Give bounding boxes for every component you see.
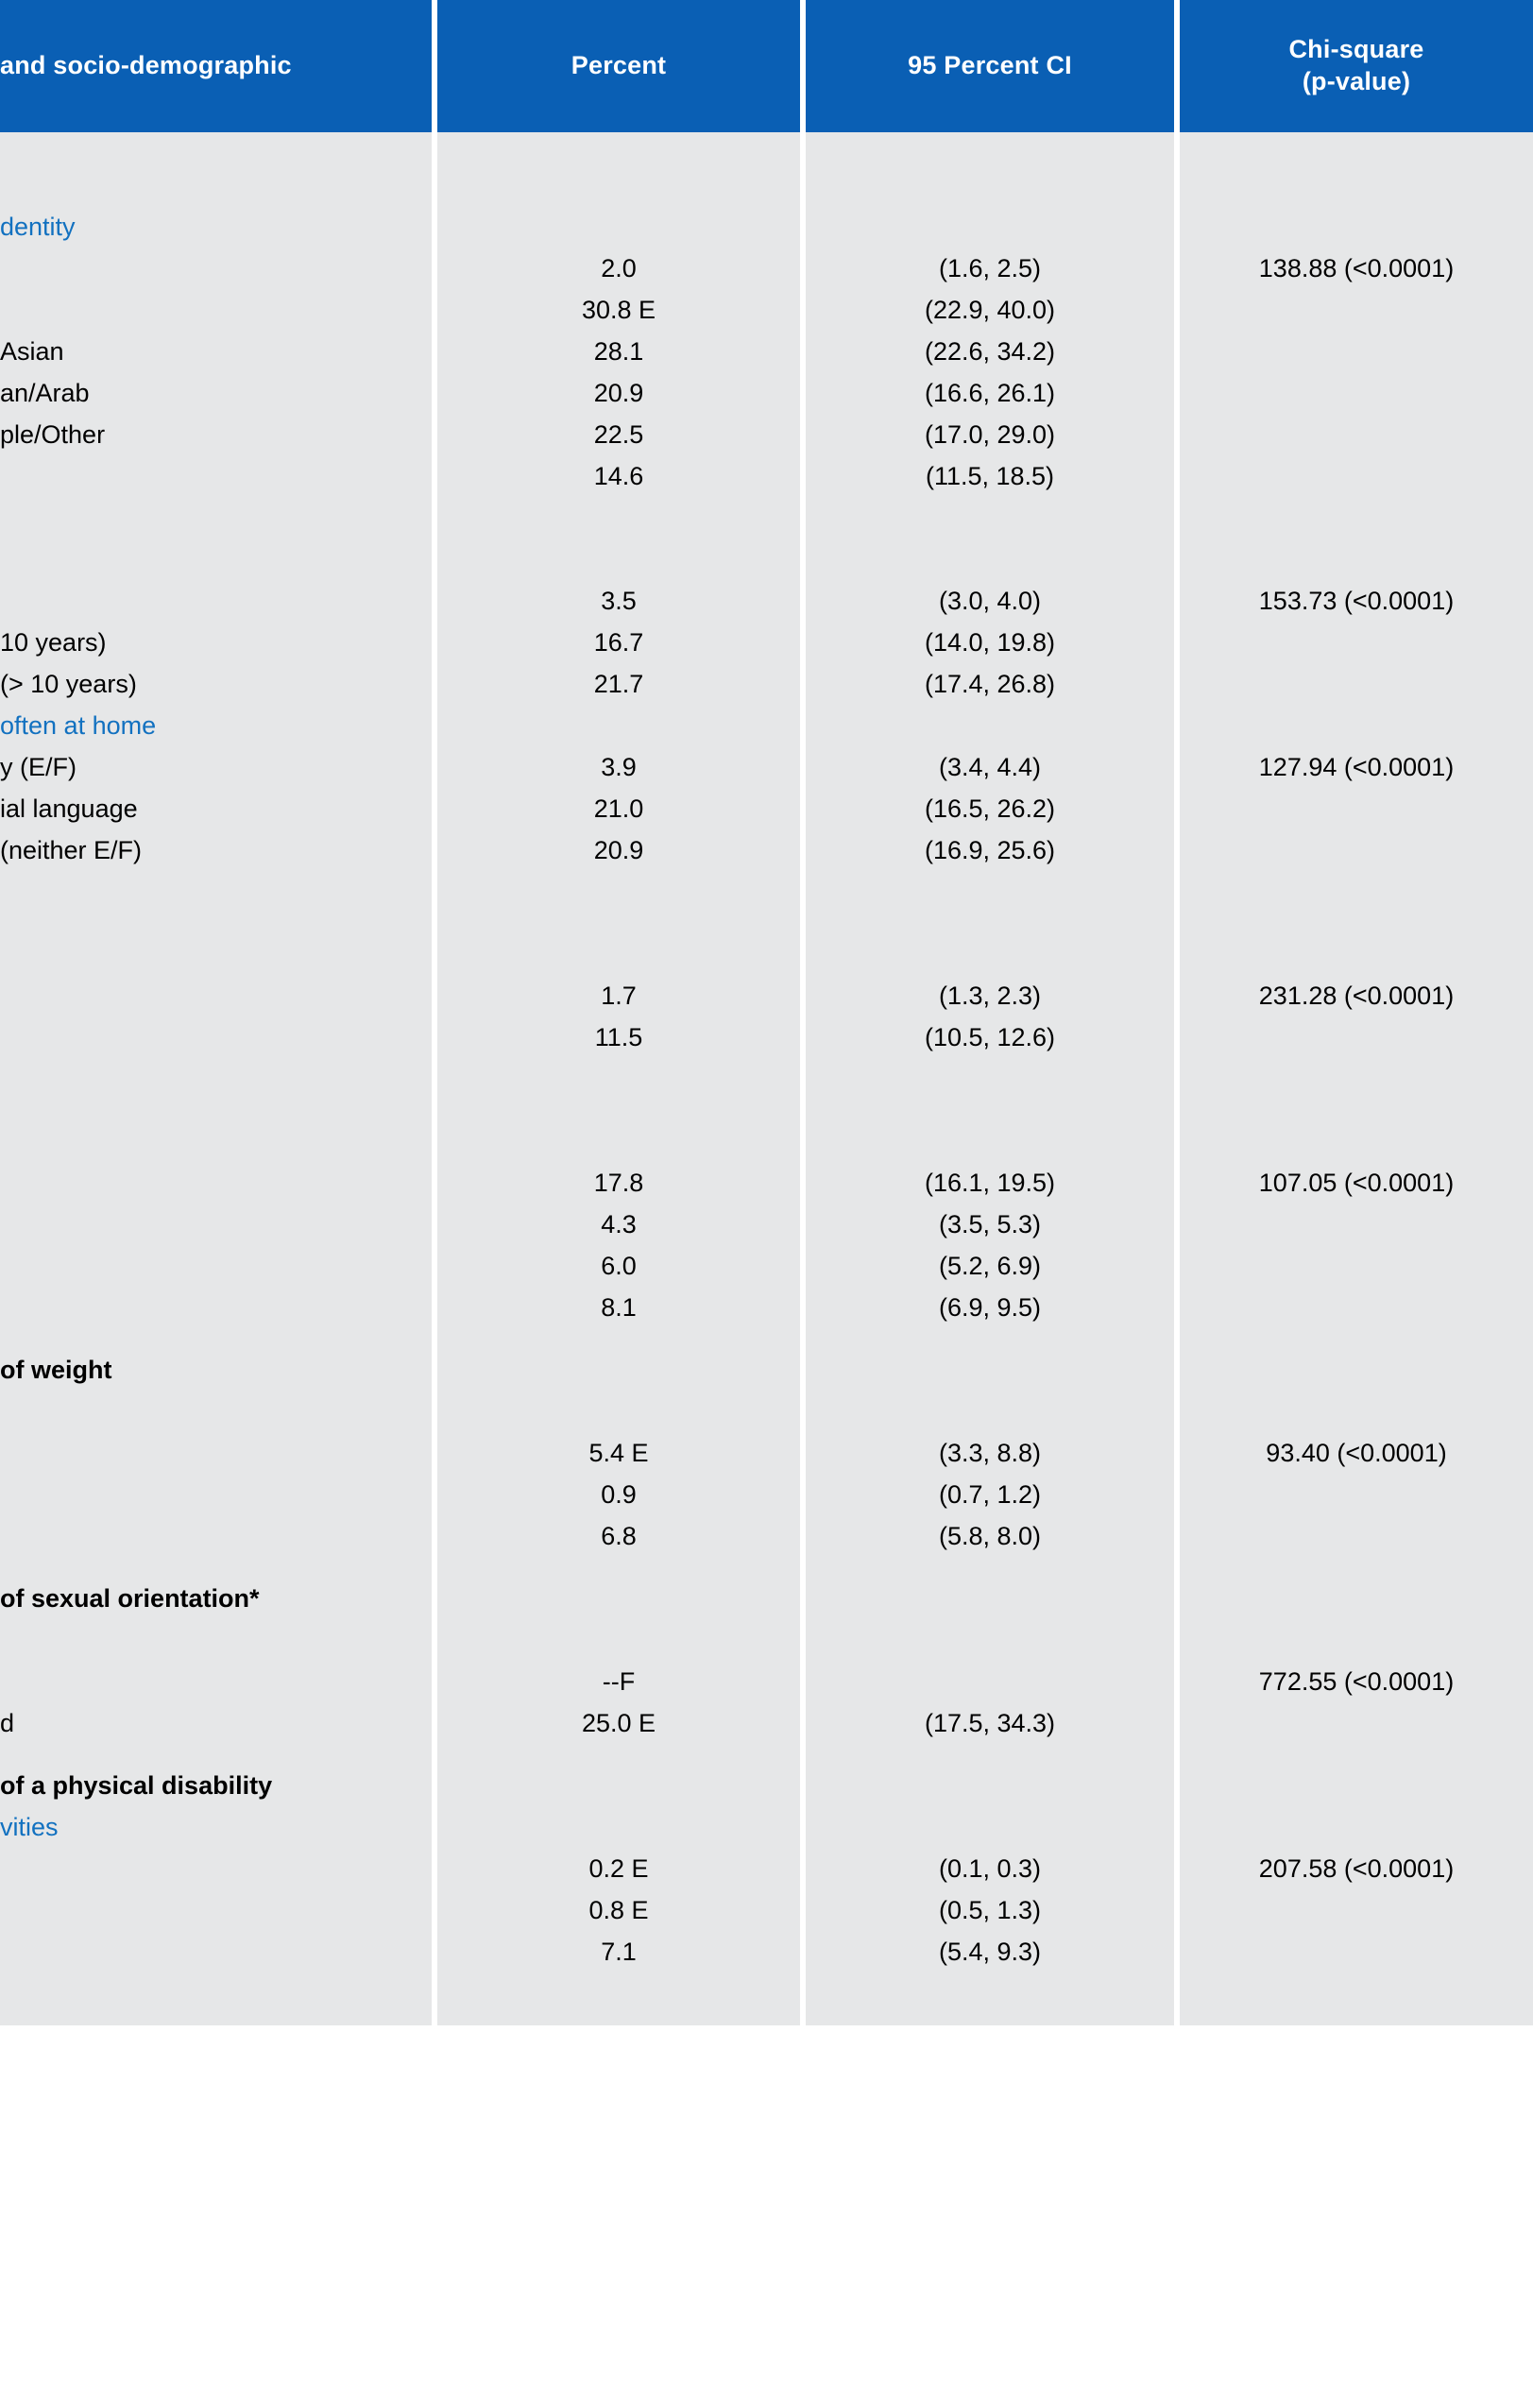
chisquare-value: 153.73 (<0.0001) — [1258, 587, 1455, 615]
percent-cell — [434, 1328, 803, 1557]
chisquare-cell — [1177, 1557, 1533, 1744]
chisquare-cell — [1177, 871, 1533, 1058]
row-label — [0, 1432, 422, 1474]
row-label — [0, 1245, 422, 1287]
header-spacer-row — [0, 132, 1533, 185]
table-row — [0, 705, 1533, 871]
spacer-cell — [434, 1973, 803, 2025]
ci-value: (5.8, 8.0) — [938, 1522, 1042, 1550]
percent-value: 0.8 E — [588, 1896, 649, 1924]
chisquare-value: 772.55 (<0.0001) — [1258, 1667, 1455, 1696]
spacer-cell — [434, 132, 803, 185]
ci-value: (16.9, 25.6) — [924, 836, 1056, 864]
ci-cell — [803, 705, 1177, 871]
percent-value: 7.1 — [601, 1938, 637, 1966]
ci-value — [815, 1661, 1165, 1702]
header-label-column: and socio-demographic — [0, 0, 434, 132]
ci-value: (6.9, 9.5) — [938, 1293, 1042, 1322]
row-label: (neither E/F) — [0, 836, 143, 864]
ci-value: (11.5, 18.5) — [925, 462, 1055, 490]
group-label: dentity — [0, 213, 76, 241]
ci-cell — [803, 1557, 1177, 1744]
table-row — [0, 1328, 1533, 1557]
ci-value: (16.5, 26.2) — [924, 794, 1056, 823]
spacer-cell — [1177, 132, 1533, 185]
row-label: y (E/F) — [0, 753, 77, 781]
chisquare-value: 127.94 (<0.0001) — [1258, 753, 1455, 781]
ci-cell — [803, 1744, 1177, 1973]
percent-cell — [434, 497, 803, 705]
group-label: of sexual orientation* — [0, 1584, 260, 1613]
percent-cell — [434, 1744, 803, 1973]
percent-value: 6.8 — [601, 1522, 637, 1550]
group-label-cell — [0, 185, 434, 497]
ci-value: (0.1, 0.3) — [938, 1854, 1042, 1883]
chisquare-value: 231.28 (<0.0001) — [1258, 982, 1455, 1010]
chisquare-value: 138.88 (<0.0001) — [1258, 254, 1455, 282]
ci-value: (3.4, 4.4) — [938, 753, 1042, 781]
ci-value: (5.2, 6.9) — [938, 1252, 1042, 1280]
group-label-cell — [0, 1744, 434, 1973]
row-label: ple/Other — [0, 420, 106, 449]
ci-value: (5.4, 9.3) — [938, 1938, 1042, 1966]
chisquare-value: 93.40 (<0.0001) — [1266, 1439, 1447, 1467]
row-label — [0, 1287, 422, 1328]
percent-value: 25.0 E — [581, 1709, 656, 1737]
percent-value: --F — [602, 1667, 636, 1696]
group-label-cell — [0, 497, 434, 705]
percent-value: 3.9 — [601, 753, 637, 781]
percent-value: 30.8 E — [581, 296, 656, 324]
percent-value: 5.4 E — [588, 1439, 649, 1467]
table-row — [0, 497, 1533, 705]
row-label — [0, 1661, 422, 1702]
ci-value: (0.7, 1.2) — [938, 1480, 1042, 1509]
table-row — [0, 871, 1533, 1058]
header-chisquare — [1177, 0, 1533, 132]
group-label: of a physical disability — [0, 1771, 273, 1800]
percent-cell — [434, 871, 803, 1058]
ci-cell — [803, 1328, 1177, 1557]
ci-value: (1.6, 2.5) — [938, 254, 1042, 282]
spacer-cell — [803, 1973, 1177, 2025]
percent-value: 21.0 — [593, 794, 644, 823]
group-label-cell — [0, 871, 434, 1058]
percent-cell — [434, 1557, 803, 1744]
header-chisquare-line1: Chi-square — [1288, 35, 1424, 64]
percent-value: 6.0 — [601, 1252, 637, 1280]
row-label: d — [0, 1709, 15, 1737]
row-label — [0, 1848, 422, 1889]
chisquare-value: 107.05 (<0.0001) — [1258, 1169, 1455, 1197]
ci-value: (17.0, 29.0) — [924, 420, 1056, 449]
spacer-cell — [0, 1973, 434, 2025]
table-row — [0, 1744, 1533, 1973]
ci-value: (3.0, 4.0) — [938, 587, 1042, 615]
chisquare-value: 207.58 (<0.0001) — [1258, 1854, 1455, 1883]
table-header — [0, 0, 1533, 132]
header-ci: 95 Percent CI — [803, 0, 1177, 132]
percent-value: 20.9 — [593, 836, 644, 864]
ci-value: (16.6, 26.1) — [924, 379, 1056, 407]
spacer-cell — [803, 132, 1177, 185]
row-label — [0, 1474, 422, 1515]
row-label — [0, 1016, 422, 1058]
percent-value: 8.1 — [601, 1293, 637, 1322]
percent-value: 14.6 — [593, 462, 644, 490]
row-label — [0, 975, 422, 1016]
group-label-cell — [0, 1328, 434, 1557]
percent-value: 11.5 — [594, 1023, 643, 1051]
group-label: of weight — [0, 1356, 112, 1384]
row-label — [0, 580, 422, 622]
row-label: (> 10 years) — [0, 670, 137, 698]
spacer-cell — [1177, 1973, 1533, 2025]
group-label-cell — [0, 1557, 434, 1744]
row-label — [0, 1931, 422, 1973]
group-label — [0, 538, 422, 580]
percent-value: 17.8 — [593, 1169, 644, 1197]
percent-cell — [434, 705, 803, 871]
ci-value: (10.5, 12.6) — [924, 1023, 1056, 1051]
table-row — [0, 1058, 1533, 1328]
percent-value: 20.9 — [593, 379, 644, 407]
ci-value: (17.4, 26.8) — [924, 670, 1056, 698]
percent-value: 0.2 E — [588, 1854, 649, 1883]
percent-value: 2.0 — [601, 254, 637, 282]
row-label — [0, 1515, 422, 1557]
row-label: an/Arab — [0, 379, 90, 407]
ci-cell — [803, 185, 1177, 497]
table-row — [0, 1557, 1533, 1744]
ci-cell — [803, 1058, 1177, 1328]
chisquare-cell — [1177, 705, 1533, 871]
ci-value: (17.5, 34.3) — [924, 1709, 1056, 1737]
header-chisquare-line2: (p-value) — [1302, 67, 1411, 95]
percent-cell — [434, 1058, 803, 1328]
table-body — [0, 132, 1533, 2025]
ci-value: (0.5, 1.3) — [938, 1896, 1042, 1924]
percent-value: 28.1 — [593, 337, 644, 366]
ci-value: (14.0, 19.8) — [924, 628, 1056, 657]
chisquare-cell — [1177, 497, 1533, 705]
ci-value: (22.6, 34.2) — [924, 337, 1056, 366]
bottom-spacer-row — [0, 1973, 1533, 2025]
ci-value: (22.9, 40.0) — [924, 296, 1056, 324]
row-label — [0, 1204, 422, 1245]
chisquare-cell — [1177, 1328, 1533, 1557]
chisquare-cell — [1177, 185, 1533, 497]
spacer-cell — [0, 132, 434, 185]
percent-value: 22.5 — [593, 420, 644, 449]
row-label — [0, 1889, 422, 1931]
ci-value: (3.5, 5.3) — [938, 1210, 1042, 1238]
ci-cell — [803, 871, 1177, 1058]
row-label: ial language — [0, 794, 138, 823]
row-label — [0, 1162, 422, 1204]
percent-value: 1.7 — [601, 982, 637, 1010]
ci-value: (1.3, 2.3) — [938, 982, 1042, 1010]
row-label: 10 years) — [0, 628, 107, 657]
header-percent: Percent — [434, 0, 803, 132]
chisquare-cell — [1177, 1744, 1533, 1973]
percent-value: 0.9 — [601, 1480, 637, 1509]
group-label: often at home — [0, 711, 157, 740]
ci-value: (16.1, 19.5) — [924, 1169, 1056, 1197]
table-row — [0, 185, 1533, 497]
group-label-cell — [0, 705, 434, 871]
ci-value: (3.3, 8.8) — [938, 1439, 1042, 1467]
chisquare-cell — [1177, 1058, 1533, 1328]
percent-cell — [434, 185, 803, 497]
percent-value: 4.3 — [601, 1210, 637, 1238]
row-label: Asian — [0, 337, 64, 366]
group-sublabel: vities — [0, 1813, 59, 1841]
percent-value: 21.7 — [593, 670, 644, 698]
row-label — [0, 248, 422, 289]
group-label-cell — [0, 1058, 434, 1328]
header-row — [0, 0, 1533, 132]
row-label — [0, 455, 422, 497]
row-label — [0, 289, 422, 331]
ci-cell — [803, 497, 1177, 705]
percent-value: 3.5 — [601, 587, 637, 615]
percent-value: 16.7 — [593, 628, 644, 657]
